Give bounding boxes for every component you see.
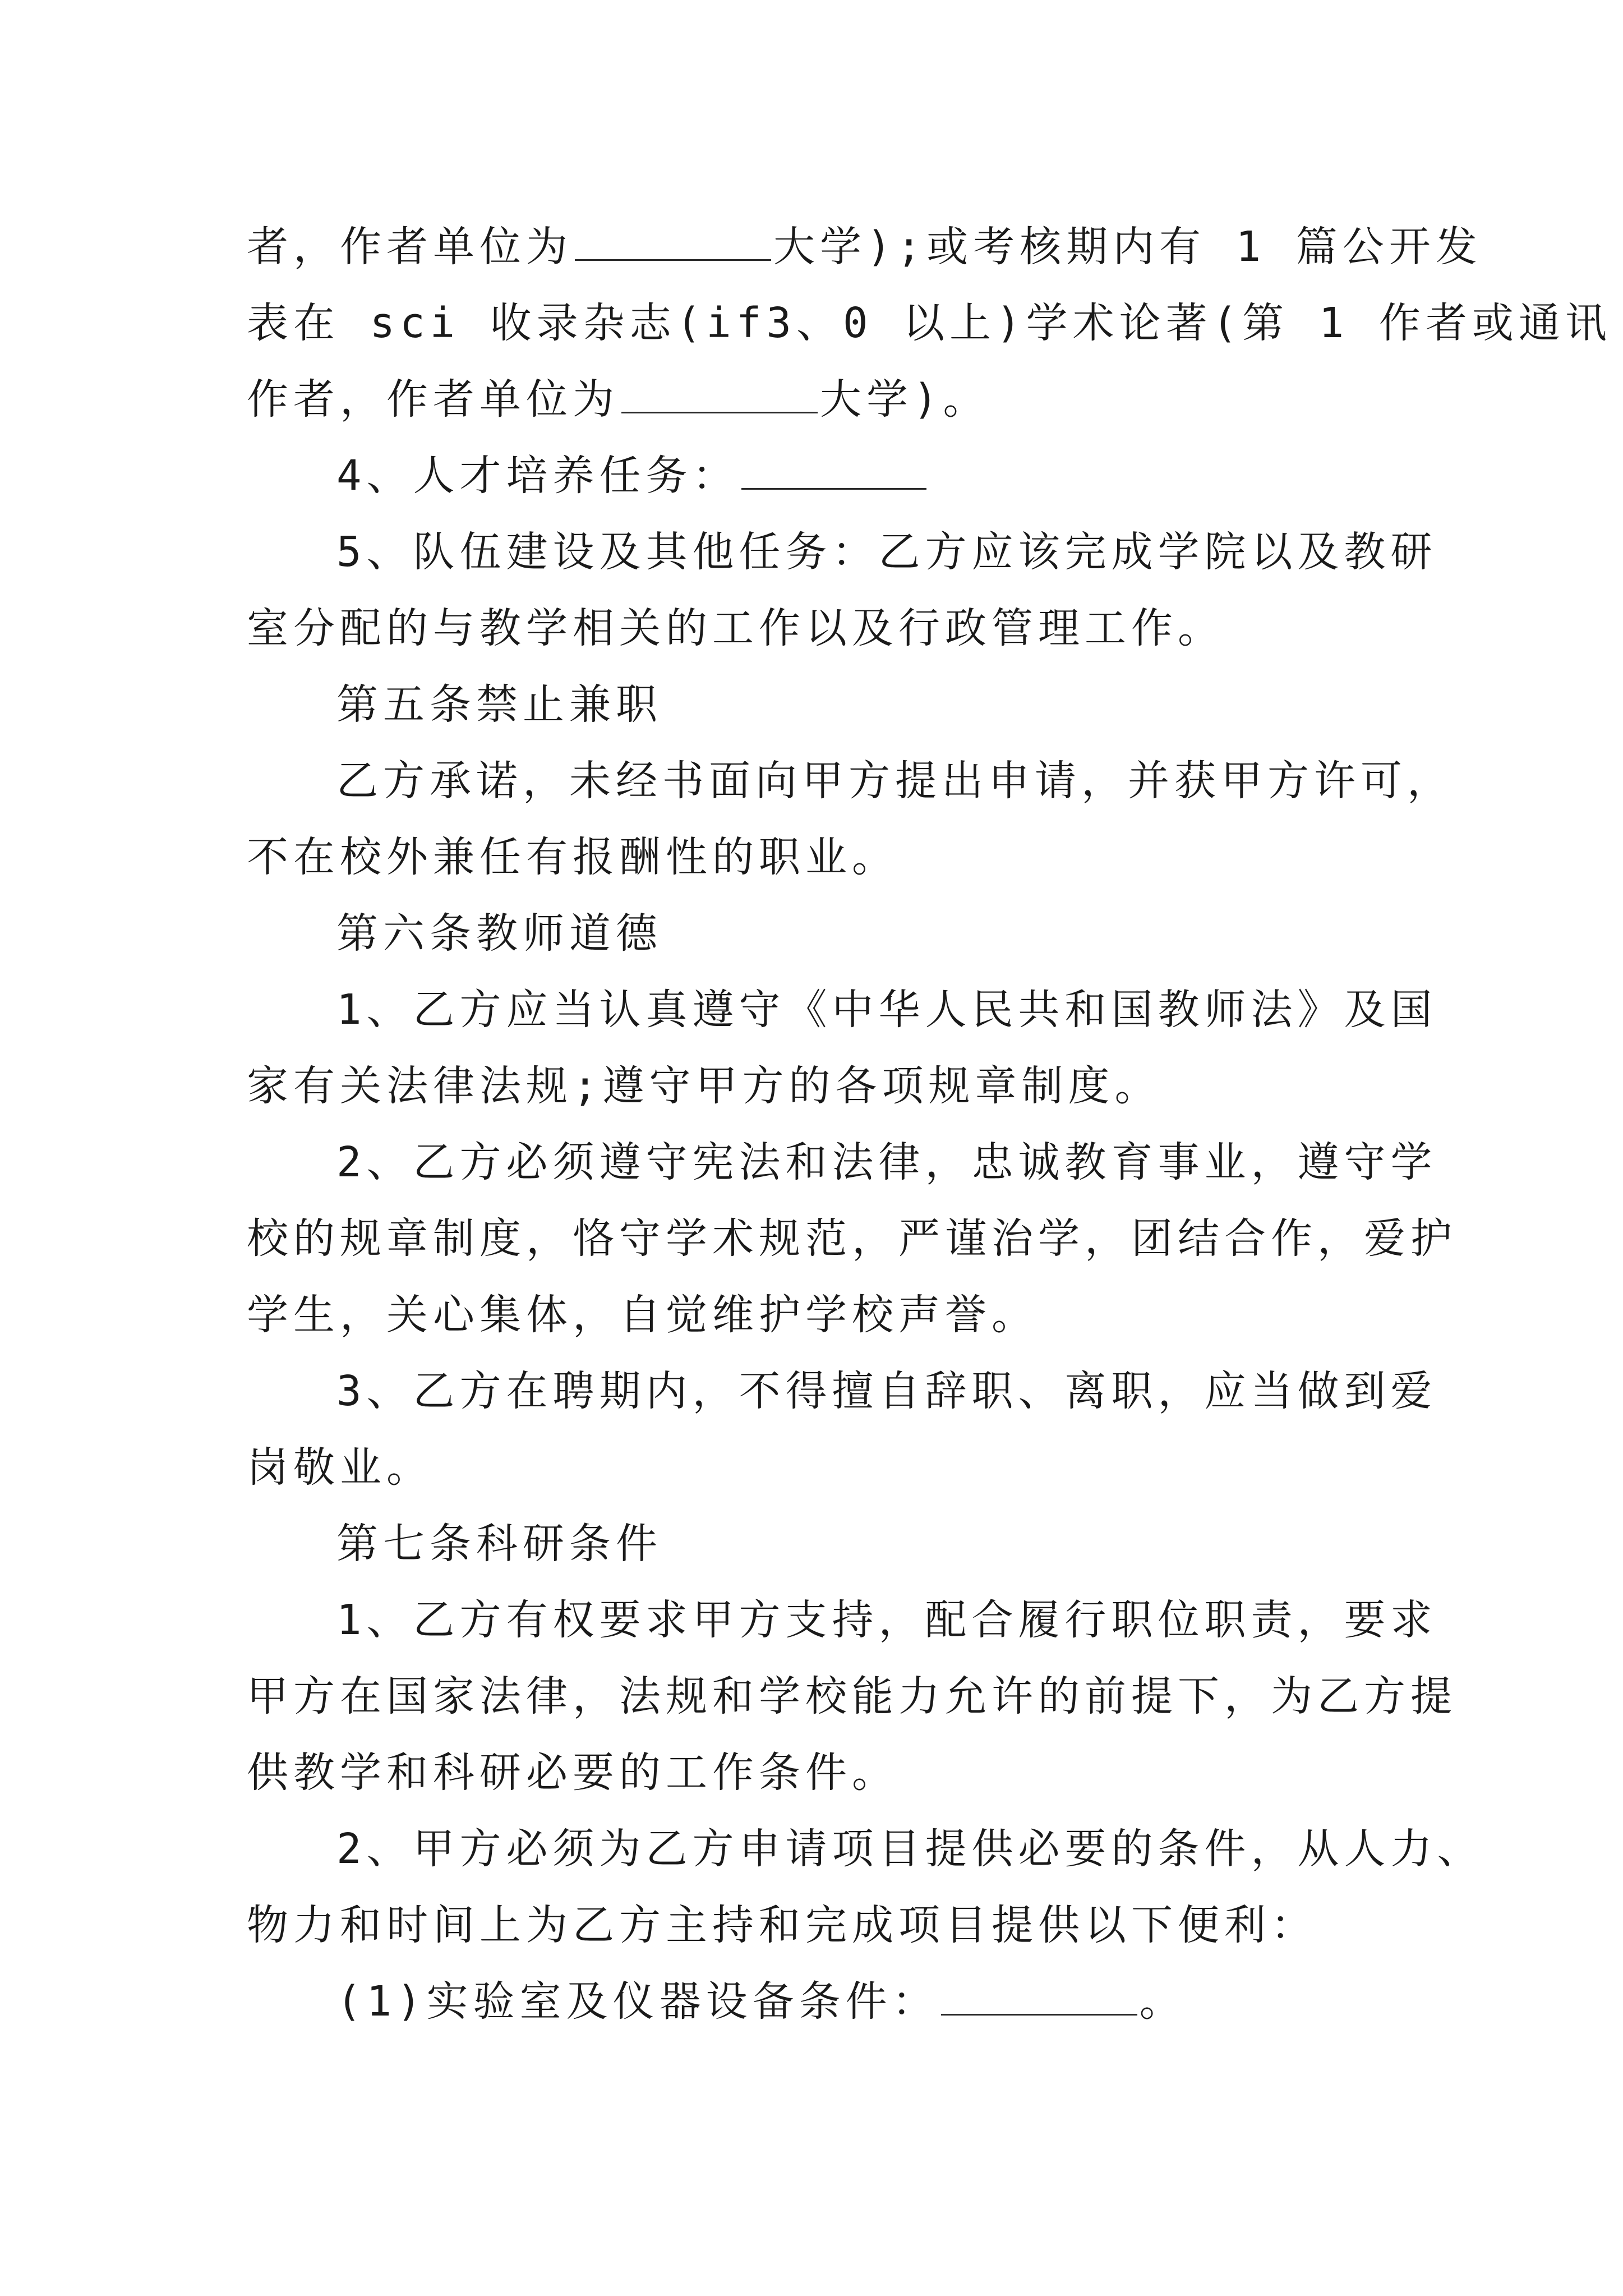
text-line: 校的规章制度，恪守学术规范，严谨治学，团结合作，爱护 — [247, 1214, 1457, 1263]
text-line: 岗敬业。 — [247, 1443, 433, 1492]
section-heading: 第五条禁止兼职 — [336, 680, 662, 729]
text-line: 表在 sci 收录杂志(if3、0 以上)学术论著(第 1 作者或通讯 — [247, 299, 1612, 347]
list-item: (1)实验室及仪器设备条件： 。 — [336, 1977, 1186, 2026]
text-line: 学生，关心集体，自觉维护学校声誉。 — [247, 1291, 1038, 1339]
list-item: 4、人才培养任务： — [247, 438, 1391, 514]
list-item: 1、乙方有权要求甲方支持，配合履行职位职责，要求 — [336, 1596, 1437, 1644]
text-line: 家有关法律法规;遵守甲方的各项规章制度。 — [247, 1062, 1161, 1110]
paragraph: 乙方承诺，未经书面向甲方提出申请，并获甲方许可， — [336, 757, 1454, 805]
text-line: 不在校外兼任有报酬性的职业。 — [247, 833, 898, 881]
list-item: 2、乙方必须遵守宪法和法律，忠诚教育事业，遵守学 — [336, 1138, 1437, 1186]
list-item: 1、乙方应当认真遵守《中华人民共和国教师法》及国 — [336, 986, 1437, 1034]
list-item: 3、乙方在聘期内，不得擅自辞职、离职，应当做到爱 — [336, 1367, 1437, 1415]
text-line: 者，作者单位为 大学);或考核期内有 1 篇公开发 — [247, 223, 1482, 271]
text-line: 供教学和科研必要的工作条件。 — [247, 1749, 898, 1797]
fill-in-blank — [575, 222, 771, 261]
text-line: 物力和时间上为乙方主持和完成项目提供以下便利： — [247, 1901, 1317, 1949]
fill-in-blank — [741, 451, 926, 490]
fill-in-blank — [621, 375, 818, 413]
list-item: 2、甲方必须为乙方申请项目提供必要的条件，从人力、 — [336, 1825, 1484, 1873]
list-item: 5、队伍建设及其他任务：乙方应该完成学院以及教研 — [336, 528, 1437, 576]
text-line: 作者，作者单位为 大学)。 — [247, 375, 990, 424]
text-line: 室分配的与教学相关的工作以及行政管理工作。 — [247, 604, 1224, 652]
document-body — [247, 209, 1612, 2040]
section-heading: 第七条科研条件 — [336, 1520, 662, 1568]
text-line: 甲方在国家法律，法规和学校能力允许的前提下，为乙方提 — [247, 1672, 1457, 1720]
section-heading: 第六条教师道德 — [336, 909, 662, 958]
fill-in-blank — [941, 1977, 1137, 2016]
